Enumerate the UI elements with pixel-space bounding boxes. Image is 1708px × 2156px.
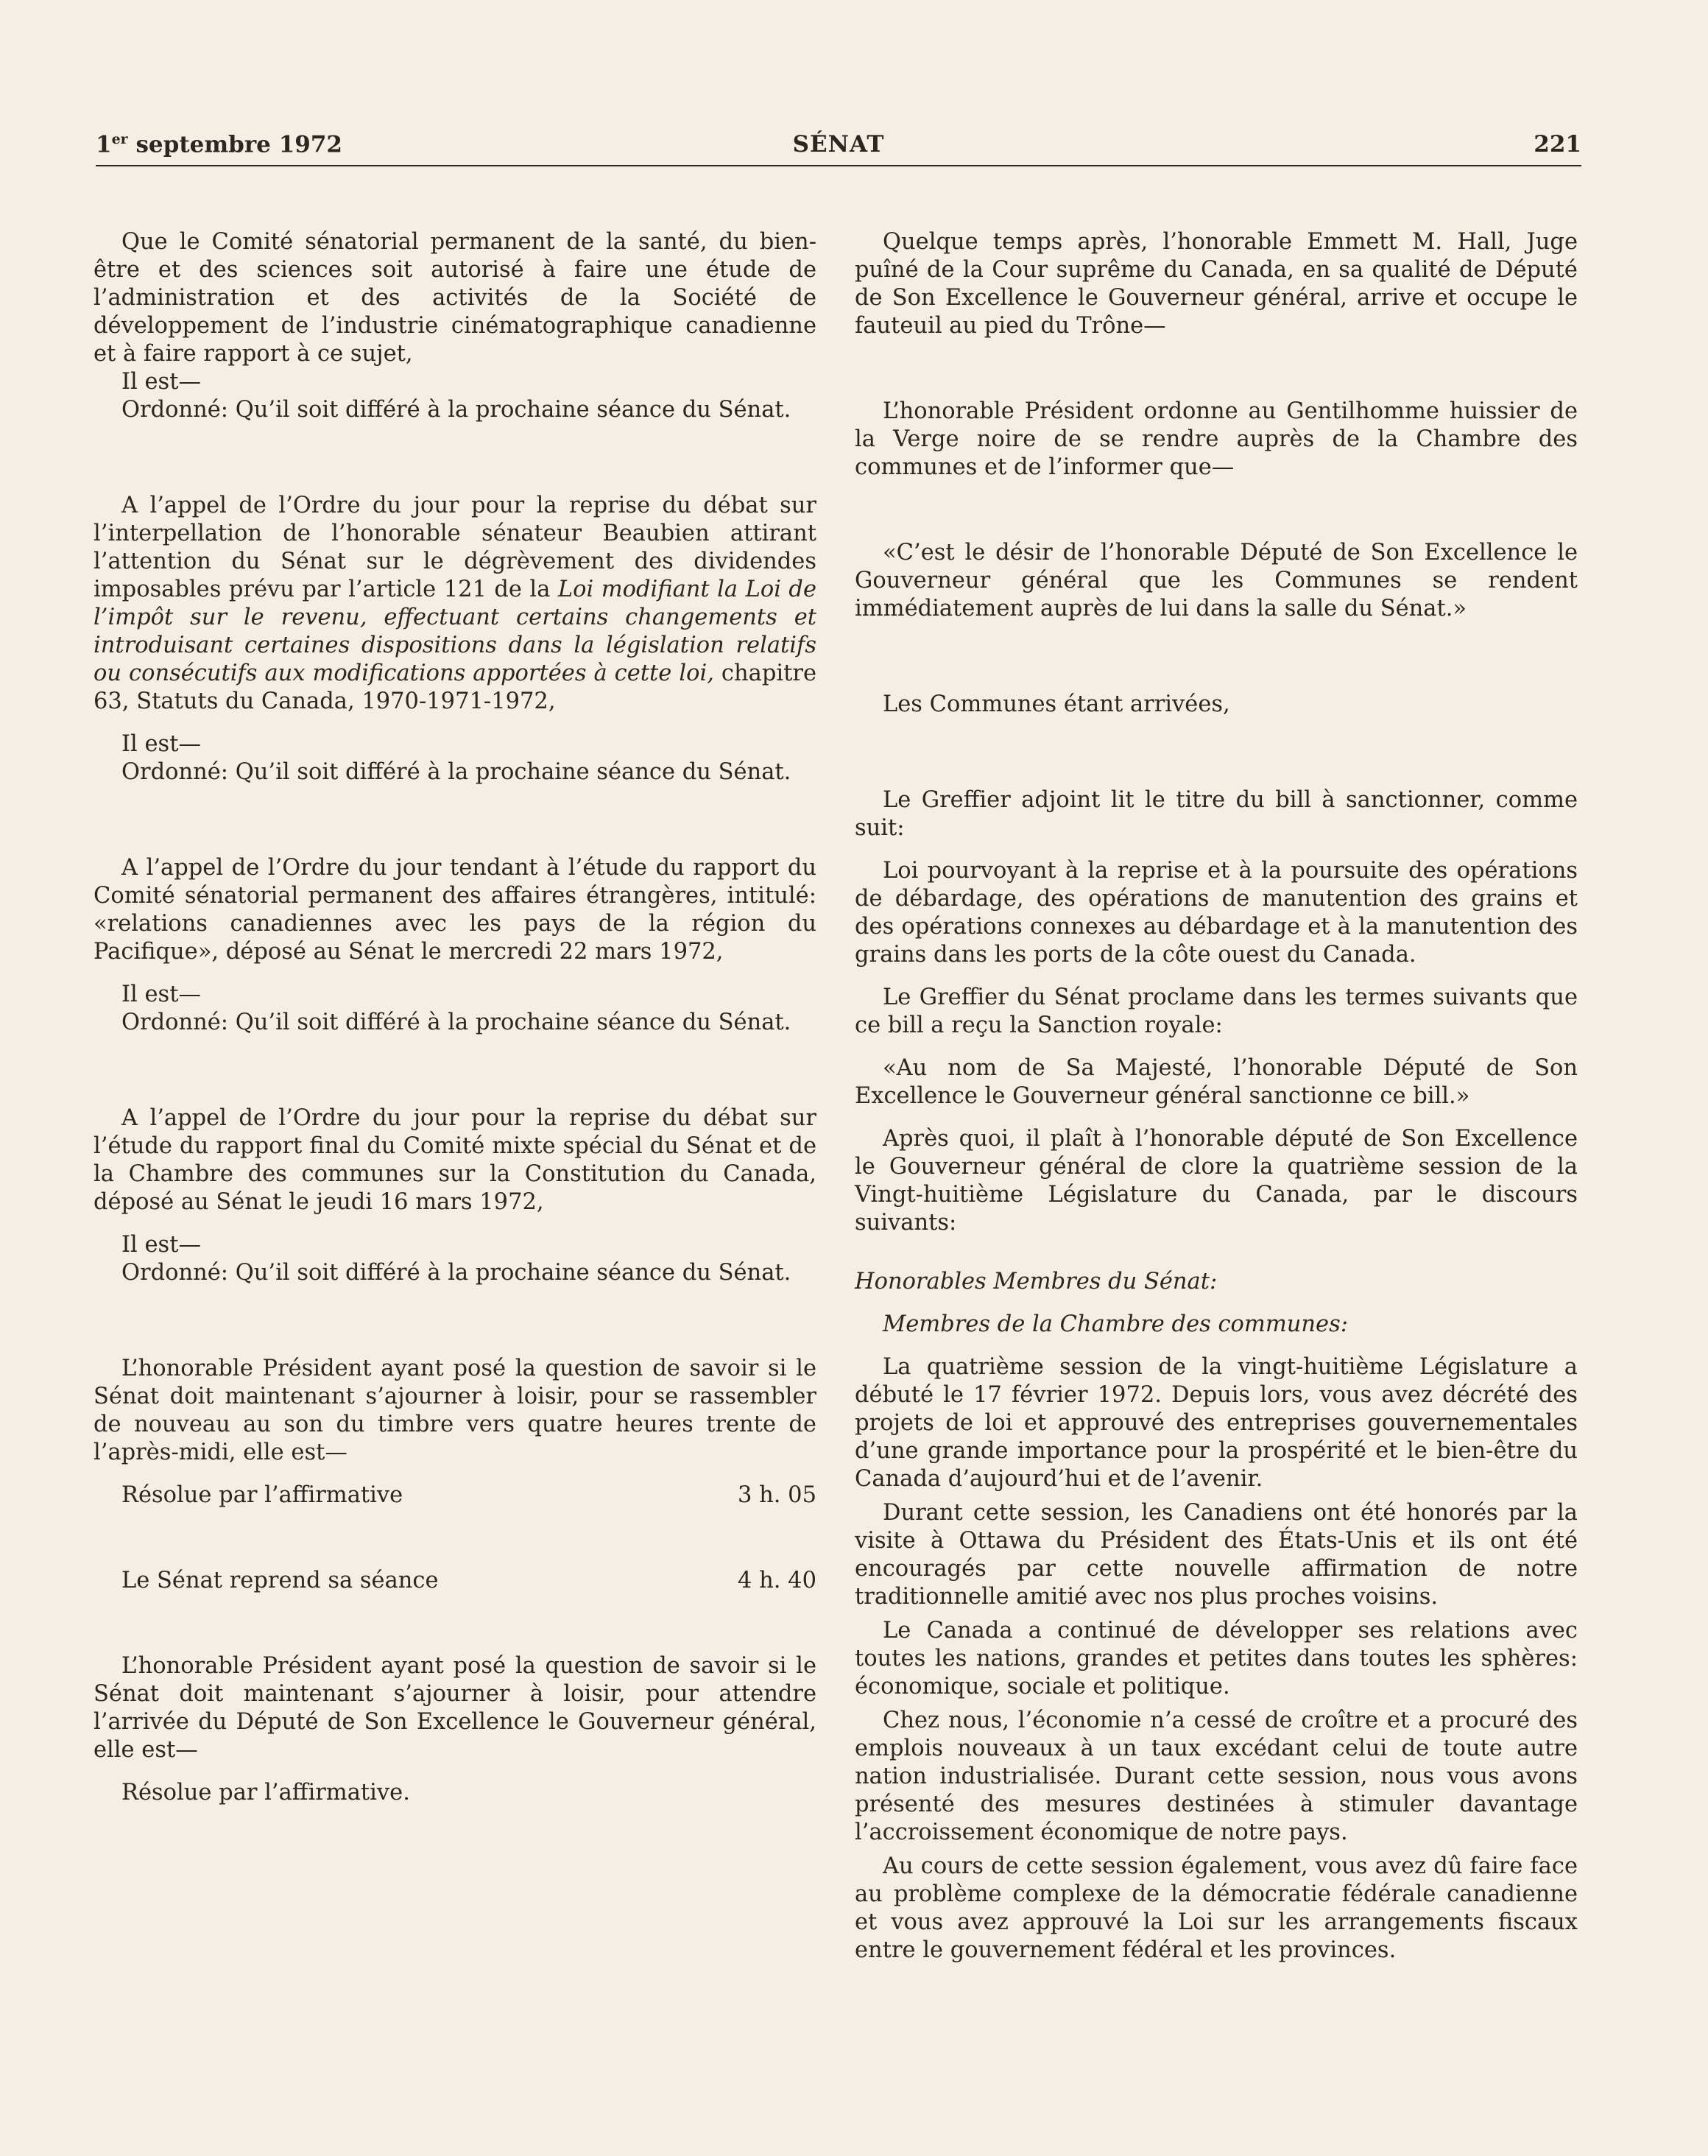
reprise-row xyxy=(93,1567,816,1595)
ordonne: Ordonné: Qu’il soit différé à la prochaine séance du Sénat. xyxy=(121,1260,791,1286)
resolution-row xyxy=(93,1482,816,1509)
speech-paragraph: Au cours de cette session également, vous avez dû faire face au problème complexe de la démocratie fédérale canadienne et vous avez approuvé la Loi sur les arrangements fiscaux entre le gouvernement fédéral et les provinces. xyxy=(855,1853,1578,1963)
paragraph: L’honorable Président ordonne au Gentilhomme huissier de la Verge noire de se rendre auprès de la Chambre des communes et de l’informer que— xyxy=(855,398,1578,480)
left-column xyxy=(93,228,816,1807)
quote: «C’est le désir de l’honorable Député de Son Excellence le Gouverneur général que les Communes se rendent immédiatement auprès de lui dans la salle du Sénat.» xyxy=(855,540,1578,621)
ordonne: Ordonné: Qu’il soit différé à la prochaine séance du Sénat. xyxy=(121,397,791,423)
page-header xyxy=(96,131,1581,168)
right-column xyxy=(855,228,1578,1965)
header-rule xyxy=(96,165,1581,166)
reprise-text: Le Sénat reprend sa séance xyxy=(121,1568,439,1593)
paragraph: Le Greffier adjoint lit le titre du bill à sanctionner, comme suit: xyxy=(855,787,1578,841)
salutation: Membres de la Chambre des communes: xyxy=(883,1311,1349,1337)
resolution-text: Résolue par l’affirmative. xyxy=(121,1780,410,1806)
paragraph: Le Greffier du Sénat proclame dans les termes suivants que ce bill a reçu la Sanction royale: xyxy=(855,984,1578,1038)
il-est: Il est— xyxy=(121,982,201,1007)
paragraph: L’honorable Président ayant posé la question de savoir si le Sénat doit maintenant s’ajourner à loisir, pour se rassembler de nouveau au son du timbre vers quatre heures trente de l’après-midi, elle est— xyxy=(93,1356,816,1465)
salutation: Honorables Membres du Sénat: xyxy=(855,1269,1218,1294)
paragraph: Que le Comité sénatorial permanent de la santé, du bien-être et des sciences soit autorisé à faire une étude de l’administration et des activités de la Société de développement de l’industrie cinématographique canadienne et à faire rapport à ce sujet, xyxy=(93,229,816,367)
paragraph: Après quoi, il plaît à l’honorable député de Son Excellence le Gouverneur général de clore la quatrième session de la Vingt-huitième Législature du Canada, par le discours suivants: xyxy=(855,1126,1578,1236)
speech-paragraph: Le Canada a continué de développer ses relations avec toutes les nations, grandes et petites dans toutes les sphères: économique, sociale et politique. xyxy=(855,1618,1578,1699)
page-number: 221 xyxy=(1534,131,1581,158)
il-est: Il est— xyxy=(121,369,201,395)
paragraph: L’honorable Président ayant posé la question de savoir si le Sénat doit maintenant s’ajourner à loisir, pour attendre l’arrivée du Député de Son Excellence le Gouverneur général, elle est— xyxy=(93,1653,816,1763)
bill-title: Loi pourvoyant à la reprise et à la poursuite des opérations de débardage, des opérations de manutention des grains et des opérations connexes au débardage et à la manutention des grains dans les ports de la côte ouest du Canada. xyxy=(855,858,1578,968)
il-est: Il est— xyxy=(121,731,201,757)
paragraph: A l’appel de l’Ordre du jour pour la reprise du débat sur l’interpellation de l’honorable sénateur Beaubien attirant l’attention du Sénat sur le dégrèvement des dividendes imposables prévu par l’article 121 de la Loi modifiant la Loi de l’impôt sur le revenu, effectuant certains changements et introduisant certaines dispositions dans la législation relatifs ou consécutifs aux modifications apportées à cette loi, chapitre 63, Statuts du Canada, 1970-1971-1972, xyxy=(93,493,816,714)
resolution-time: 3 h. 05 xyxy=(738,1482,816,1508)
paragraph: Les Communes étant arrivées, xyxy=(883,691,1230,717)
ordonne: Ordonné: Qu’il soit différé à la prochaine séance du Sénat. xyxy=(121,759,791,785)
paragraph: Quelque temps après, l’honorable Emmett M. Hall, Juge puîné de la Cour suprême du Canada, en sa qualité de Député de Son Excellence le Gouverneur général, arrive et occupe le fauteuil au pied du Trône— xyxy=(855,229,1578,339)
speech-paragraph: Durant cette session, les Canadiens ont été honorés par la visite à Ottawa du Président des États-Unis et ils ont été encouragés par cette nouvelle affirmation de notre traditionnelle amitié avec nos plus proches voisins. xyxy=(855,1500,1578,1610)
header-title: SÉNAT xyxy=(792,131,885,158)
il-est: Il est— xyxy=(121,1232,201,1258)
ordonne: Ordonné: Qu’il soit différé à la prochaine séance du Sénat. xyxy=(121,1010,791,1035)
paragraph: A l’appel de l’Ordre du jour pour la reprise du débat sur l’étude du rapport final du Comité mixte spécial du Sénat et de la Chambre des communes sur la Constitution du Canada, déposé au Sénat le jeudi 16 mars 1972, xyxy=(93,1105,816,1215)
speech-paragraph: La quatrième session de la vingt-huitième Législature a débuté le 17 février 1972. Depuis lors, vous avez décrété des projets de loi et approuvé des entreprises gouvernementales d’une grande importance pour la prospérité et le bien-être du Canada d’aujourd’hui et de l’avenir. xyxy=(855,1354,1578,1492)
resolution-text: Résolue par l’affirmative xyxy=(121,1482,403,1508)
paragraph: A l’appel de l’Ordre du jour tendant à l’étude du rapport du Comité sénatorial permanent des affaires étrangères, intitulé: «relations canadiennes avec les pays de la région du Pacifique», déposé au Sénat le mercredi 22 mars 1972, xyxy=(93,855,816,965)
speech-paragraph: Chez nous, l’économie n’a cessé de croître et a procuré des emplois nouveaux à un taux excédant celui de toute autre nation industrialisée. Durant cette session, nous vous avons présenté des mesures destinées à stimuler davantage l’accroissement économique de notre pays. xyxy=(855,1708,1578,1845)
header-date: 1er septembre 1972 xyxy=(96,131,342,158)
quote: «Au nom de Sa Majesté, l’honorable Député de Son Excellence le Gouverneur général sanctionne ce bill.» xyxy=(855,1055,1578,1109)
reprise-time: 4 h. 40 xyxy=(738,1568,816,1593)
